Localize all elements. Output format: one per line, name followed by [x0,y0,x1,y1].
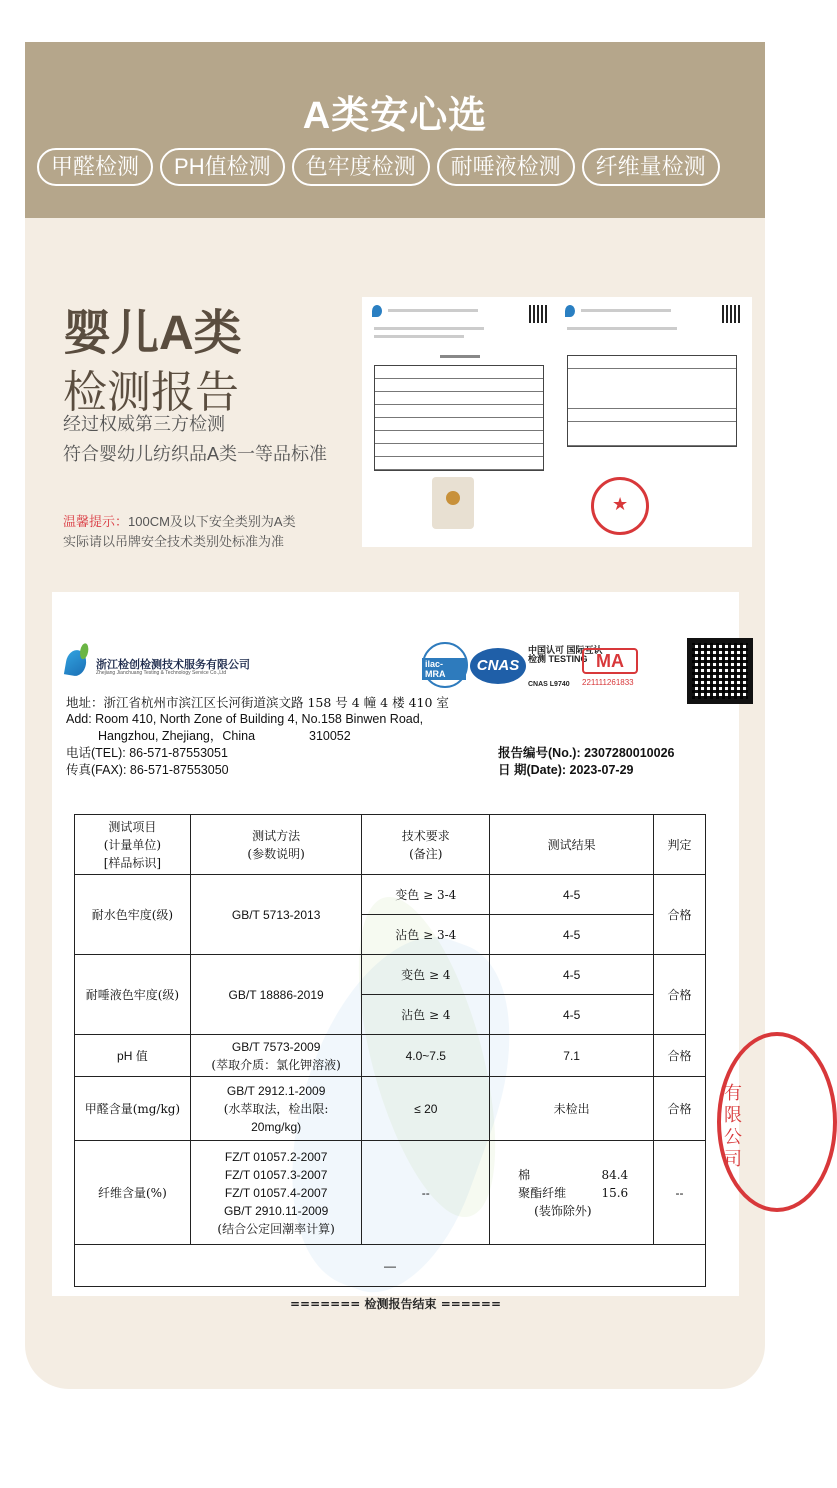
intro-desc-1: 经过权威第三方检测 [63,414,225,434]
fiber-result: 棉 84.4 聚酯纤维 15.6 (装饰除外) [490,1141,654,1245]
tag-ph: PH值检测 [160,148,285,186]
address-en-1: Add: Room 410, North Zone of Building 4, No.158 Binwen Road, [66,712,424,726]
report-date: 日 期(Date): 2023-07-29 [498,763,634,777]
report-thumbnail-1 [362,297,559,547]
postcode: 310052 [309,729,351,743]
table-row: 沾色 ≥ 3-4 4-5 [75,915,706,955]
col-requirement: 技术要求 (备注) [362,815,490,875]
report-thumbnail-2 [555,297,752,547]
table-row: 沾色 ≥ 4 4-5 [75,995,706,1035]
table-row: 耐唾液色牢度(级) GB/T 18886-2019 变色 ≥ 4 4-5 合格 [75,955,706,995]
tag-color-fastness: 色牢度检测 [292,148,430,186]
tel: 电话(TEL): 86-571-87553051 [66,746,228,760]
logo-icon [372,305,382,317]
fax: 传真(FAX): 86-571-87553050 [66,763,229,777]
table-row: — [75,1245,706,1287]
garment-photo [432,477,474,529]
seal-icon [591,477,649,535]
table-header [75,815,706,875]
tag-formaldehyde: 甲醛检测 [37,148,153,186]
mini-table [567,355,737,447]
col-result: 测试结果 [490,815,654,875]
header-title: A类安心选 [302,95,488,137]
col-judge: 判定 [654,815,706,875]
logo-icon [565,305,575,317]
intro-desc-2: 符合婴幼儿纺织品A类一等品标准 [63,444,328,464]
cma-number: 221111261833 [582,678,634,687]
tip-line-2: 实际请以吊牌安全技术类别处标准为准 [63,534,285,549]
address-cn: 地址：浙江省杭州市滨江区长河街道滨文路 158 号 4 幢 4 楼 410 室 [66,695,449,710]
content-card [25,42,765,1389]
mini-table [374,365,544,471]
tip-line-1: 100CM及以下安全类别为A类 [128,514,296,529]
qr-code-icon [529,305,547,323]
col-item: 测试项目 (计量单位) [样品标识] [75,815,191,875]
table-row: pH 值 GB/T 7573-2009 (萃取介质：氯化钾溶液) 4.0~7.5 7.1 合格 [75,1035,706,1077]
tip-label: 温馨提示： [63,514,129,529]
company-logo-icon [64,648,88,677]
results-table [74,814,706,1287]
tag-saliva: 耐唾液检测 [437,148,575,186]
ilac-mra-logo-icon: ilac-MRA [422,642,468,688]
report-end-text: ======= 检测报告结束 ====== [289,1297,502,1311]
col-method: 测试方法 (参数说明) [190,815,362,875]
address-en-2: Hangzhou, Zhejiang，China [98,729,256,743]
header-banner [25,42,765,218]
stamp-text: 有限公司 [724,1083,742,1169]
table-row: 耐水色牢度(级) GB/T 5713-2013 变色 ≥ 3-4 4-5 合格 [75,875,706,915]
test-tags [37,148,720,186]
qr-code-icon [722,305,740,323]
cma-logo-icon: MA [582,648,638,674]
org-name-cn: 浙江检创检测技术服务有限公司 [96,659,250,671]
intro-title: 婴儿A类 [63,307,242,360]
cnas-code: CNAS L9740 [528,681,570,688]
org-name-en: Zhejiang Jianchuang Testing & Technology Service Co.,Ltd [96,670,227,676]
intro-subtitle: 检测报告 [63,368,239,417]
tag-fiber: 纤维量检测 [582,148,720,186]
cnas-text: 中国认可 国际互认 检测 TESTING [528,645,603,664]
table-row: 纤维含量(%) FZ/T 01057.2-2007 FZ/T 01057.3-2007 FZ/T 01057.4-2007 GB/T 2910.11-2009 (结合公定回潮率计算) -- 棉 84.4 聚酯纤维 15.6 (装饰除外) -- [75,1141,706,1245]
tip [63,512,296,552]
table-row: 甲醛含量(mg/kg) GB/T 2912.1-2009 (水萃取法，检出限: 20mg/kg) ≤ 20 未检出 合格 [75,1077,706,1141]
cnas-logo-icon: CNAS [470,648,526,684]
qr-code-icon [687,638,753,704]
report-number: 报告编号(No.): 2307280010026 [498,746,675,760]
test-report [52,592,742,1311]
